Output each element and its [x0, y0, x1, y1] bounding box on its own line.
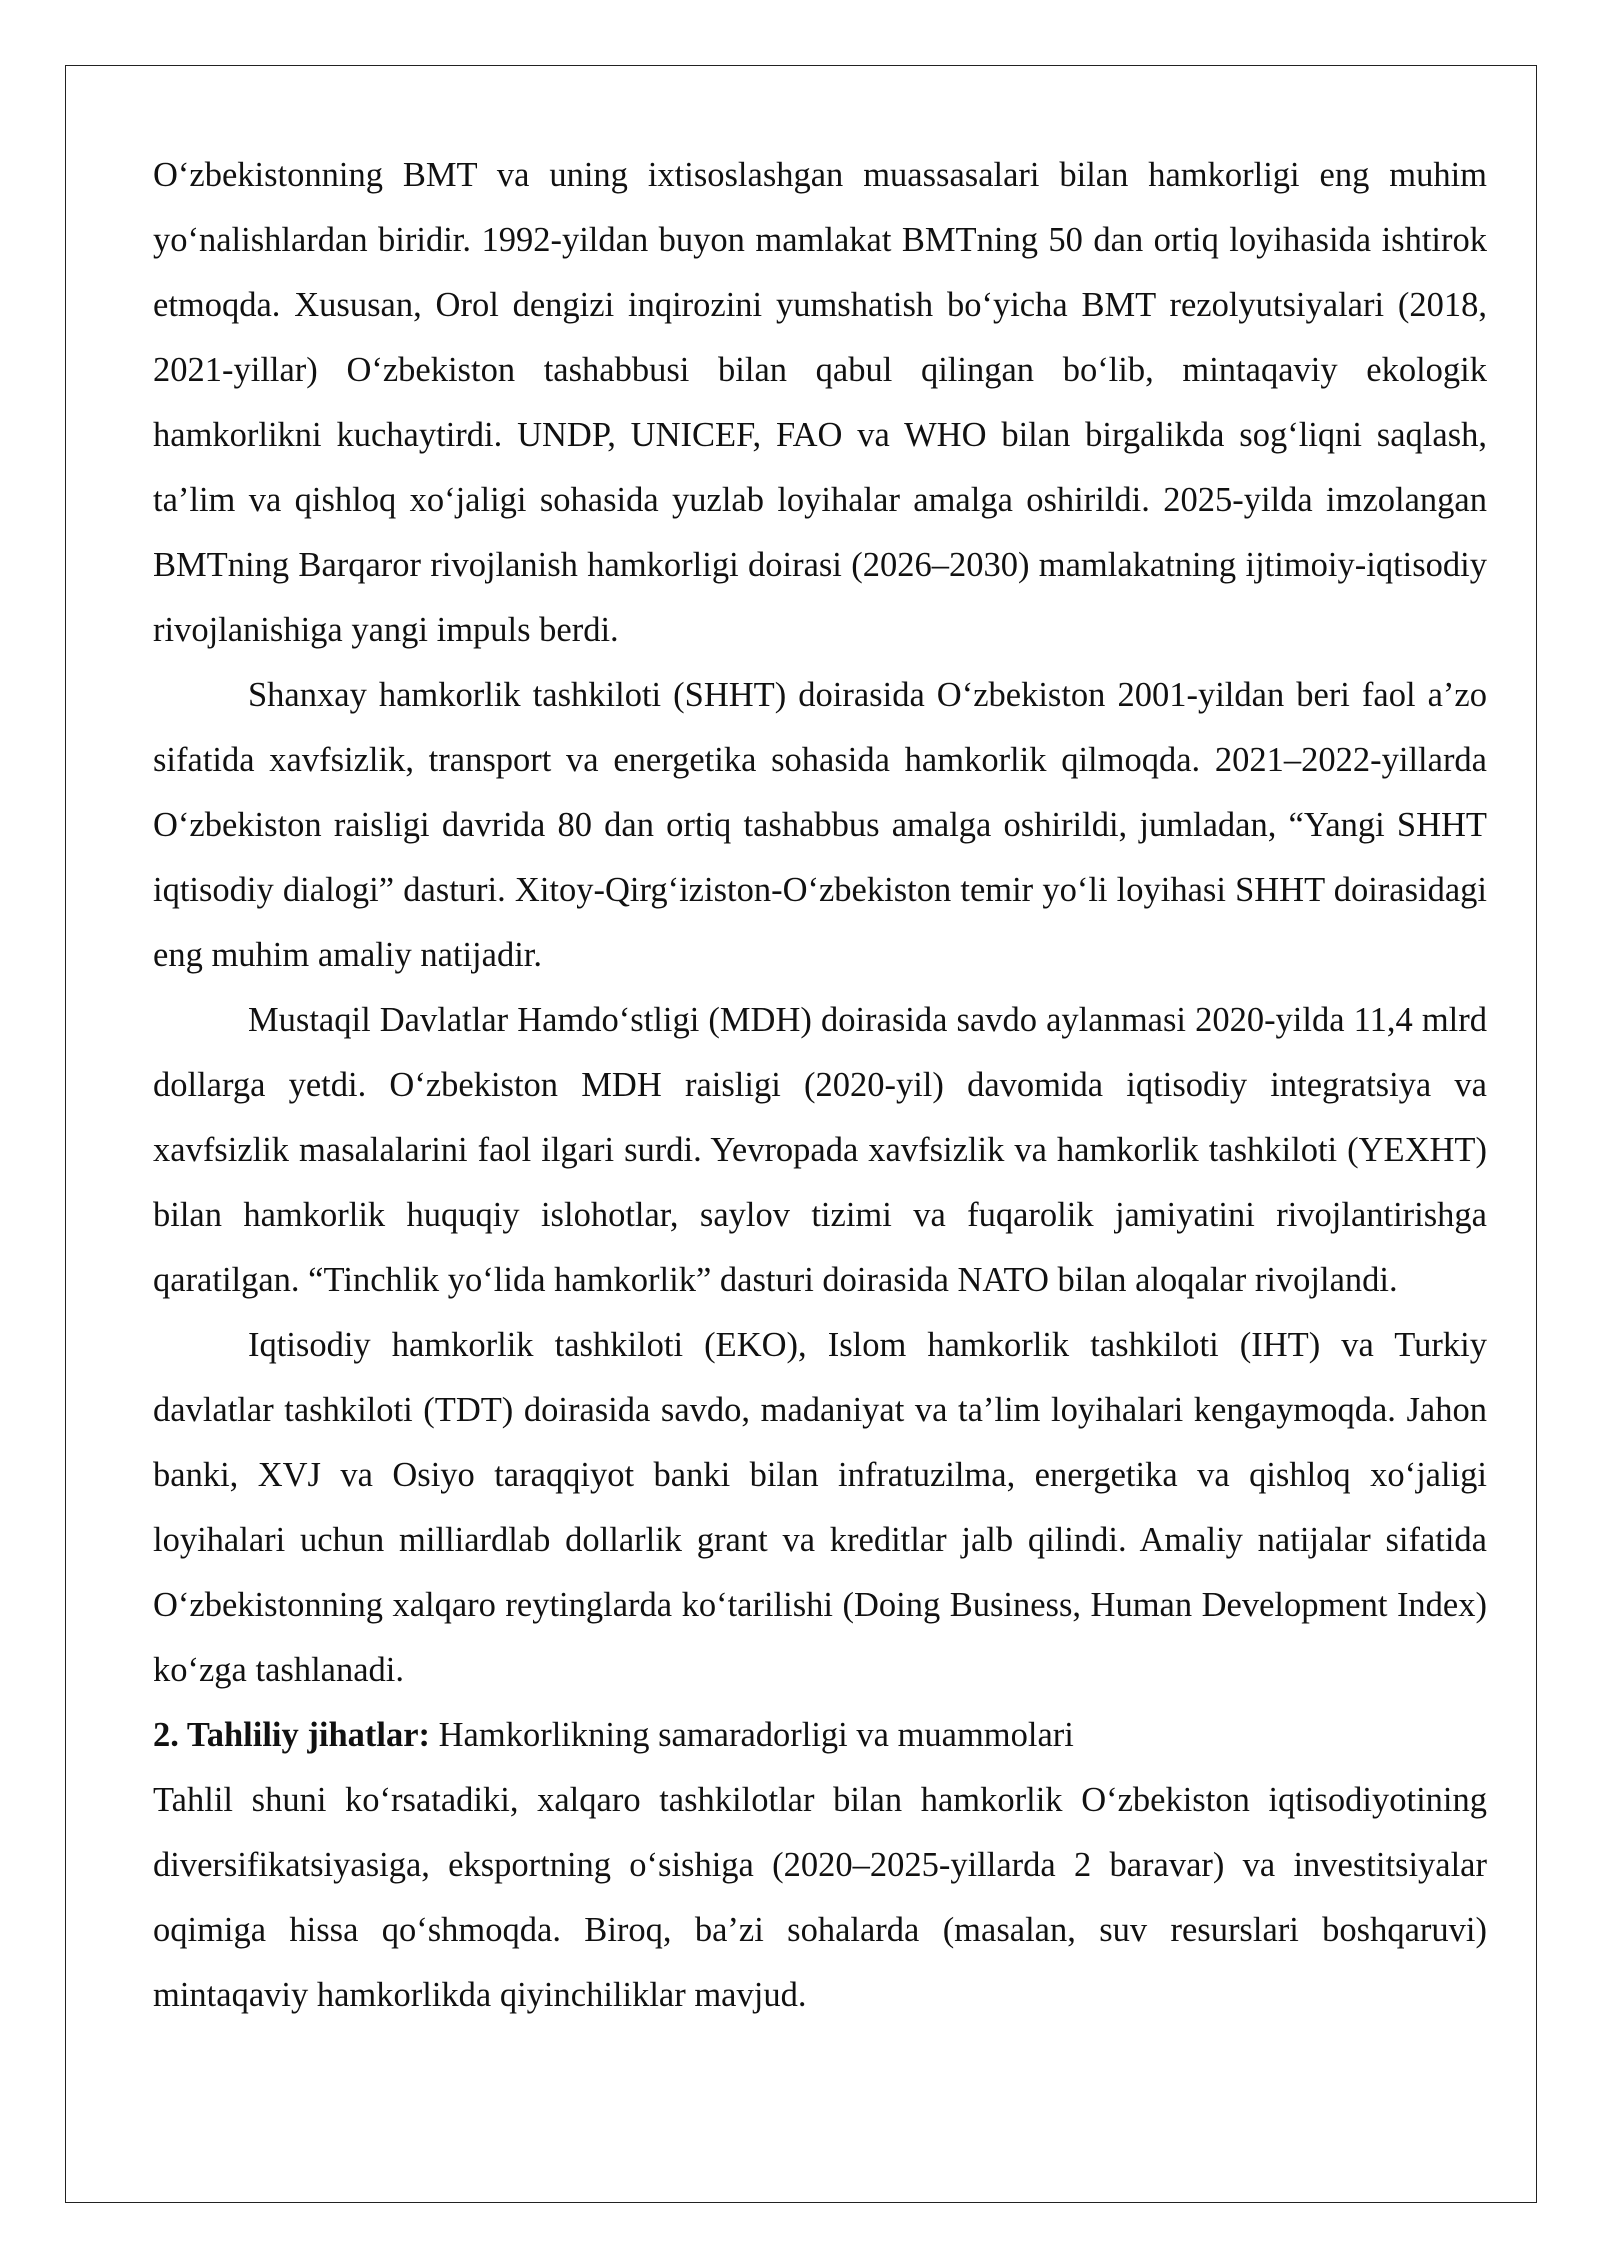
document-body [153, 143, 1487, 2028]
section-subtitle: Hamkorlikning samaradorligi va muammolari [430, 1716, 1074, 1754]
paragraph-analysis: Tahlil shuni ko‘rsatadiki, xalqaro tashkilotlar bilan hamkorlik O‘zbekiston iqtisodiyotining diversifikatsiyasiga, eksportning o‘sishiga (2020–2025-yillarda 2 baravar) va investitsiyalar oqimiga hissa qo‘shmoqda. Biroq, ba’zi sohalarda (masalan, suv resurslari boshqaruvi) mintaqaviy hamkorlikda qiyinchiliklar mavjud. [153, 1781, 1487, 2014]
section-number-title: 2. Tahliliy jihatlar: [153, 1716, 431, 1754]
section-heading [153, 1703, 1487, 1768]
paragraph-cis-osce-cooperation: Mustaqil Davlatlar Hamdo‘stligi (MDH) doirasida savdo aylanmasi 2020-yilda 11,4 mlrd dollarga yetdi. O‘zbekiston MDH raisligi (2020-yil) davomida iqtisodiy integratsiya va xavfsizlik masalalarini faol ilgari surdi. Yevropada xavfsizlik va hamkorlik tashkiloti (YEXHT) bilan hamkorlik huquqiy islohotlar, saylov tizimi va fuqarolik jamiyatini rivojlantirishga qaratilgan. “Tinchlik yo‘lida hamkorlik” dasturi doirasida NATO bilan aloqalar rivojlandi. [153, 1001, 1487, 1299]
paragraph-sco-cooperation: Shanxay hamkorlik tashkiloti (SHHT) doirasida O‘zbekiston 2001-yildan beri faol a’zo sifatida xavfsizlik, transport va energetika sohasida hamkorlik qilmoqda. 2021–2022-yillarda O‘zbekiston raisligi davrida 80 dan ortiq tashabbus amalga oshirildi, jumladan, “Yangi SHHT iqtisodiy dialogi” dasturi. Xitoy-Qirg‘iziston-O‘zbekiston temir yo‘li loyihasi SHHT doirasidagi eng muhim amaliy natijadir. [153, 676, 1487, 974]
paragraph-un-cooperation: O‘zbekistonning BMT va uning ixtisoslashgan muassasalari bilan hamkorligi eng muhim yo‘nalishlardan biridir. 1992-yildan buyon mamlakat BMTning 50 dan ortiq loyihasida ishtirok etmoqda. Xususan, Orol dengizi inqirozini yumshatish bo‘yicha BMT rezolyutsiyalari (2018, 2021-yillar) O‘zbekiston tashabbusi bilan qabul qilingan bo‘lib, mintaqaviy ekologik hamkorlikni kuchaytirdi. UNDP, UNICEF, FAO va WHO bilan birgalikda sog‘liqni saqlash, ta’lim va qishloq xo‘jaligi sohasida yuzlab loyihalar amalga oshirildi. 2025-yilda imzolangan BMTning Barqaror rivojlanish hamkorligi doirasi (2026–2030) mamlakatning ijtimoiy-iqtisodiy rivojlanishiga yangi impuls berdi. [153, 156, 1487, 649]
paragraph-eco-oic-ots-cooperation: Iqtisodiy hamkorlik tashkiloti (EKO), Islom hamkorlik tashkiloti (IHT) va Turkiy davlatlar tashkiloti (TDT) doirasida savdo, madaniyat va ta’lim loyihalari kengaymoqda. Jahon banki, XVJ va Osiyo taraqqiyot banki bilan infratuzilma, energetika va qishloq xo‘jaligi loyihalari uchun milliardlab dollarlik grant va kreditlar jalb qilindi. Amaliy natijalar sifatida O‘zbekistonning xalqaro reytinglarda ko‘tarilishi (Doing Business, Human Development Index) ko‘zga tashlanadi. [153, 1326, 1487, 1689]
